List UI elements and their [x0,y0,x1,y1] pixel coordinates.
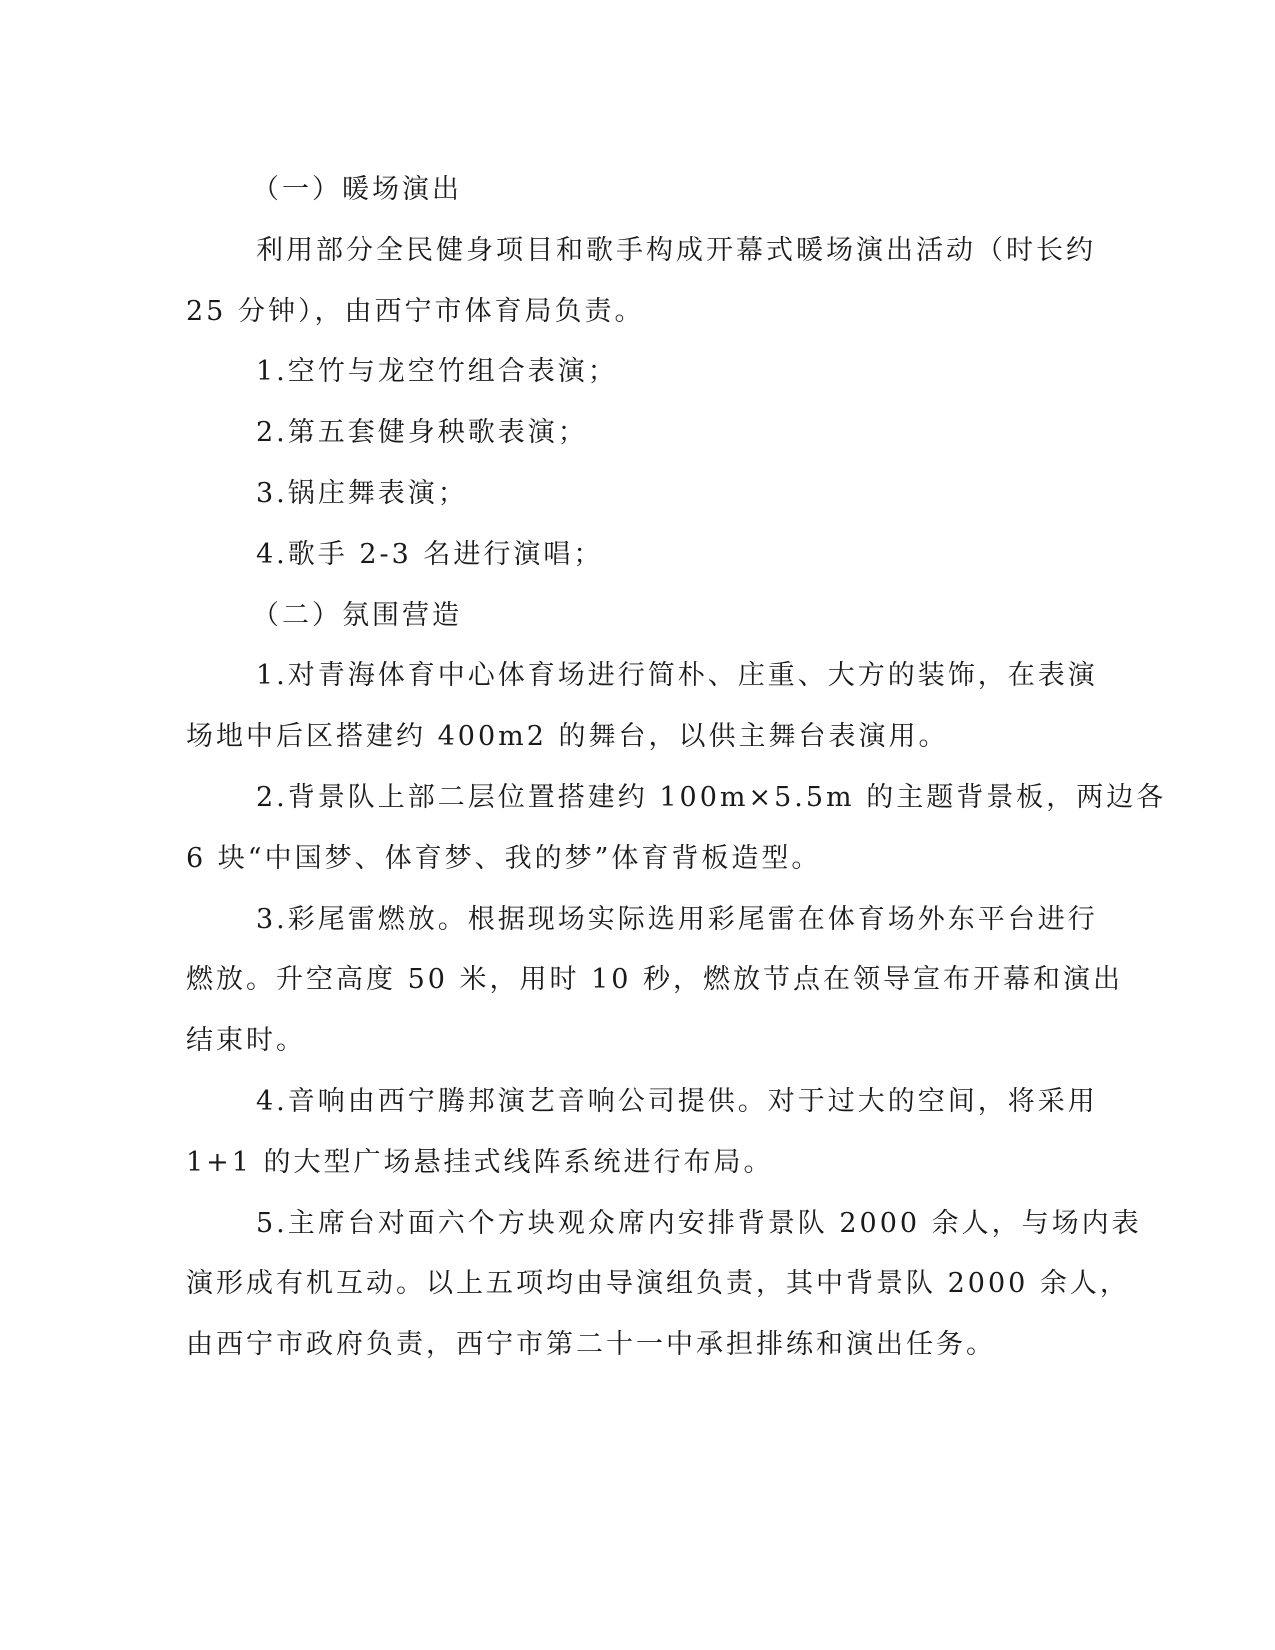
paragraph-line: 6 块“中国梦、体育梦、我的梦”体育背板造型。 [186,842,822,874]
list-item: 2.第五套健身秧歌表演； [256,417,588,449]
paragraph-line: 结束时。 [186,1025,306,1057]
paragraph-line: 由西宁市政府负责，西宁市第二十一中承担排练和演出任务。 [186,1329,996,1361]
paragraph-line: 1.对青海体育中心体育场进行简朴、庄重、大方的装饰，在表演 [256,660,1098,692]
paragraph-line: 5.主席台对面六个方块观众席内安排背景队 2000 余人，与场内表 [256,1207,1142,1239]
paragraph-line: 2.背景队上部二层位置搭建约 100m×5.5m 的主题背景板，两边各 [256,781,1167,813]
paragraph-line: 利用部分全民健身项目和歌手构成开幕式暖场演出活动（时长约 [256,234,1096,266]
paragraph-line: 1+1 的大型广场悬挂式线阵系统进行布局。 [186,1146,774,1178]
paragraph-line: 4.音响由西宁腾邦演艺音响公司提供。对于过大的空间，将采用 [256,1085,1098,1117]
list-item: 3.锅庄舞表演； [256,477,468,509]
list-item: 1.空竹与龙空竹组合表演； [256,356,618,388]
paragraph-line: 演形成有机互动。以上五项均由导演组负责，其中背景队 2000 余人， [186,1268,1130,1300]
section-heading-atmosphere: （二）氛围营造 [252,599,462,631]
list-item: 4.歌手 2-3 名进行演唱； [256,538,604,570]
paragraph-line: 场地中后区搭建约 400m2 的舞台，以供主舞台表演用。 [186,721,949,753]
paragraph-line: 燃放。升空高度 50 米，用时 10 秒，燃放节点在领导宣布开幕和演出 [186,964,1124,996]
paragraph-line: 25 分钟），由西宁市体育局负责。 [186,295,645,327]
paragraph-line: 3.彩尾雷燃放。根据现场实际选用彩尾雷在体育场外东平台进行 [256,903,1098,935]
section-heading-warmup: （一）暖场演出 [252,174,462,205]
document-body [186,160,1167,1376]
